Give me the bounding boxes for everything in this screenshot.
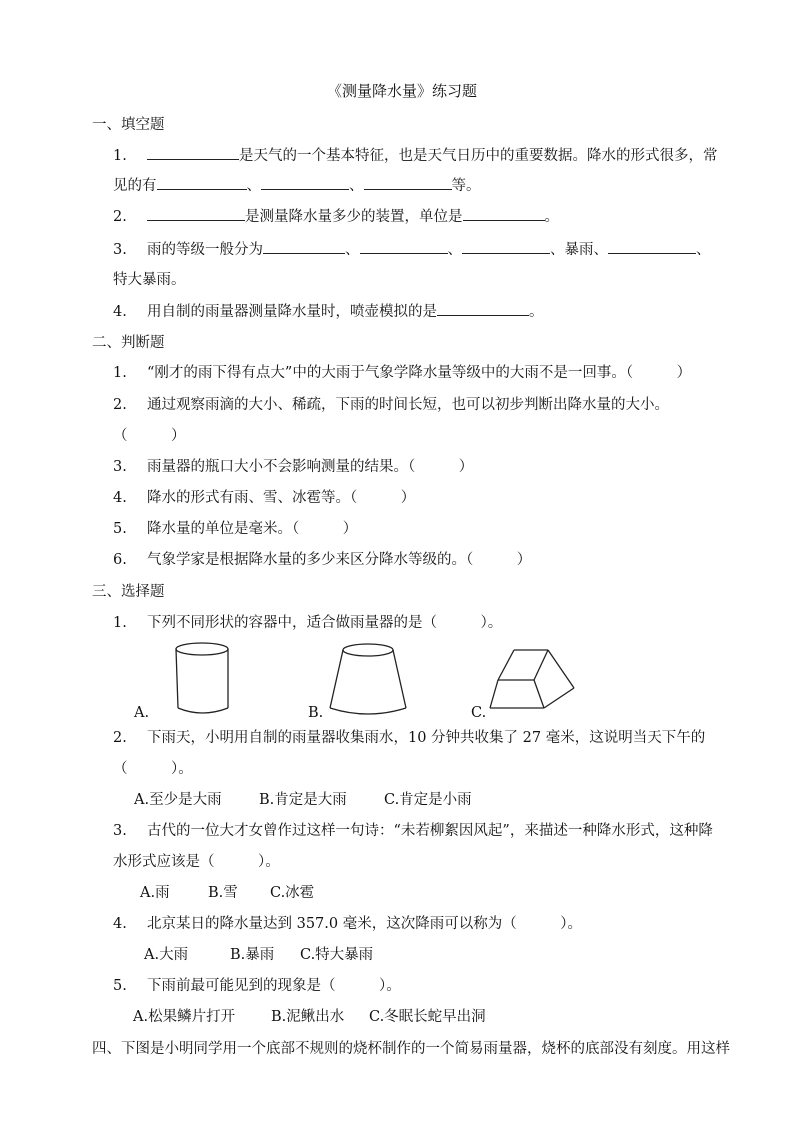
question-text: 下雨前最可能见到的现象是（ ）。 xyxy=(147,978,401,994)
question-text: 等。 xyxy=(451,178,481,194)
section-heading-fill: 一、填空题 xyxy=(92,117,165,133)
option-a[interactable]: A.至少是大雨 xyxy=(134,792,222,808)
question-number: 3. xyxy=(113,823,127,839)
choice-question-1 xyxy=(113,616,502,631)
judge-question-2-answer[interactable]: （ ） xyxy=(113,428,186,444)
option-b[interactable]: B.雪 xyxy=(208,885,238,901)
question-number: 1. xyxy=(113,365,127,381)
page-title: 《测量降水量》练习题 xyxy=(327,82,478,100)
question-text: 雨的等级一般分为 xyxy=(147,242,263,258)
judge-question-5 xyxy=(113,522,357,537)
question-number: 4. xyxy=(113,304,127,320)
answer-blank[interactable] xyxy=(261,188,349,190)
option-a[interactable]: A.大雨 xyxy=(144,947,189,963)
choice-question-5 xyxy=(113,979,401,994)
separator: 、 xyxy=(447,242,462,258)
fill-question-3 xyxy=(113,243,711,258)
separator: 、 xyxy=(349,178,364,194)
question-text: 通过观察雨滴的大小、稀疏，下雨的时间长短，也可以初步判断出降水量的大小。 xyxy=(147,397,669,413)
option-b[interactable]: B.暴雨 xyxy=(230,947,275,963)
option-b-label: B. xyxy=(308,705,324,721)
question-text: “刚才的雨下得有点大”中的大雨于气象学降水量等级中的大雨不是一回事。（ ） xyxy=(147,365,692,381)
question-number: 4. xyxy=(113,916,127,932)
section-heading-choice: 三、选择题 xyxy=(92,584,165,600)
option-c[interactable]: C.冰雹 xyxy=(270,885,315,901)
question-number: 5. xyxy=(113,521,127,537)
answer-blank[interactable] xyxy=(263,252,345,254)
choice-question-5-options xyxy=(133,1010,486,1025)
judge-question-3 xyxy=(113,460,473,475)
question-text: 北京某日的降水量达到 357.0 毫米，这次降雨可以称为（ ）。 xyxy=(147,916,582,932)
question-text: 。 xyxy=(544,209,559,225)
answer-blank[interactable] xyxy=(364,188,452,190)
fill-question-1 xyxy=(113,149,718,164)
question-text: 见的有 xyxy=(113,178,157,194)
choice-question-2-cont: （ ）。 xyxy=(113,761,193,777)
separator: 、 xyxy=(246,178,261,194)
question-text: 。 xyxy=(529,304,544,320)
question-text: 是测量降水量多少的装置，单位是 xyxy=(245,209,463,225)
option-c[interactable]: C.肯定是小雨 xyxy=(384,792,472,808)
answer-blank[interactable] xyxy=(608,252,696,254)
option-c[interactable]: C.冬眠长蛇早出洞 xyxy=(369,1009,486,1025)
choice-question-4-options xyxy=(144,948,373,963)
separator: 、 xyxy=(696,242,711,258)
choice-question-3 xyxy=(113,824,713,839)
fill-question-2 xyxy=(113,210,559,225)
answer-blank[interactable] xyxy=(157,188,247,190)
question-number: 3. xyxy=(113,459,127,475)
question-text: 、暴雨、 xyxy=(550,242,608,258)
option-a-label: A. xyxy=(134,705,150,721)
question-text: 降水量的单位是毫米。（ ） xyxy=(147,521,358,537)
choice-question-2-options xyxy=(134,793,472,808)
judge-question-6 xyxy=(113,553,531,568)
question-text: 气象学家是根据降水量的多少来区分降水等级的。（ ） xyxy=(147,552,532,568)
answer-blank[interactable] xyxy=(147,158,239,160)
truncated-cone-container-icon xyxy=(325,640,411,720)
answer-blank[interactable] xyxy=(462,252,550,254)
question-number: 6. xyxy=(113,552,127,568)
question-number: 5. xyxy=(113,978,127,994)
question-text: 是天气的一个基本特征，也是天气日历中的重要数据。降水的形式很多，常 xyxy=(239,148,718,164)
option-b[interactable]: B.泥鳅出水 xyxy=(271,1009,345,1025)
section-heading-4: 四、下图是小明同学用一个底部不规则的烧杯制作的一个简易雨量器，烧杯的底部没有刻度。用这样 xyxy=(92,1041,730,1057)
question-number: 2. xyxy=(113,730,127,746)
judge-question-1 xyxy=(113,366,691,381)
question-number: 2. xyxy=(113,397,127,413)
choice-question-2 xyxy=(113,731,705,746)
separator: 、 xyxy=(345,242,360,258)
choice-question-3-cont: 水形式应该是（ ）。 xyxy=(113,854,280,870)
question-text: 雨量器的瓶口大小不会影响测量的结果。（ ） xyxy=(147,459,474,475)
judge-question-4 xyxy=(113,491,415,506)
question-text: 降水的形式有雨、雪、冰雹等。（ ） xyxy=(147,490,416,506)
answer-blank[interactable] xyxy=(437,314,529,316)
fill-question-3-cont: 特大暴雨。 xyxy=(113,272,186,288)
choice-question-4 xyxy=(113,917,582,932)
question-number: 1. xyxy=(113,615,127,631)
question-text: 下列不同形状的容器中，适合做雨量器的是（ ）。 xyxy=(147,615,503,631)
question-number: 2. xyxy=(113,209,127,225)
question-text: 用自制的雨量器测量降水量时，喷壶模拟的是 xyxy=(147,304,437,320)
choice-question-3-options xyxy=(140,886,314,901)
section-heading-judge: 二、判断题 xyxy=(92,335,165,351)
option-c[interactable]: C.特大暴雨 xyxy=(300,947,374,963)
cylinder-container-icon xyxy=(170,640,234,720)
question-text: 下雨天，小明用自制的雨量器收集雨水，10 分钟共收集了 27 毫米，这说明当天下午的 xyxy=(147,730,706,746)
judge-question-2 xyxy=(113,398,669,413)
fill-question-1-cont xyxy=(113,179,481,194)
question-text: 古代的一位大才女曾作过这样一句诗：“未若柳絮因风起”，来描述一种降水形式，这种降 xyxy=(147,823,713,839)
answer-blank[interactable] xyxy=(147,219,245,221)
question-number: 4. xyxy=(113,490,127,506)
option-a[interactable]: A.雨 xyxy=(140,885,170,901)
option-c-label: C. xyxy=(471,705,487,721)
option-a[interactable]: A.松果鳞片打开 xyxy=(133,1009,236,1025)
answer-blank[interactable] xyxy=(360,252,448,254)
option-b[interactable]: B.肯定是大雨 xyxy=(259,792,347,808)
answer-blank[interactable] xyxy=(463,219,545,221)
question-number: 1. xyxy=(113,148,127,164)
question-number: 3. xyxy=(113,242,127,258)
trapezoidal-prism-container-icon xyxy=(486,646,578,712)
fill-question-4 xyxy=(113,305,544,320)
